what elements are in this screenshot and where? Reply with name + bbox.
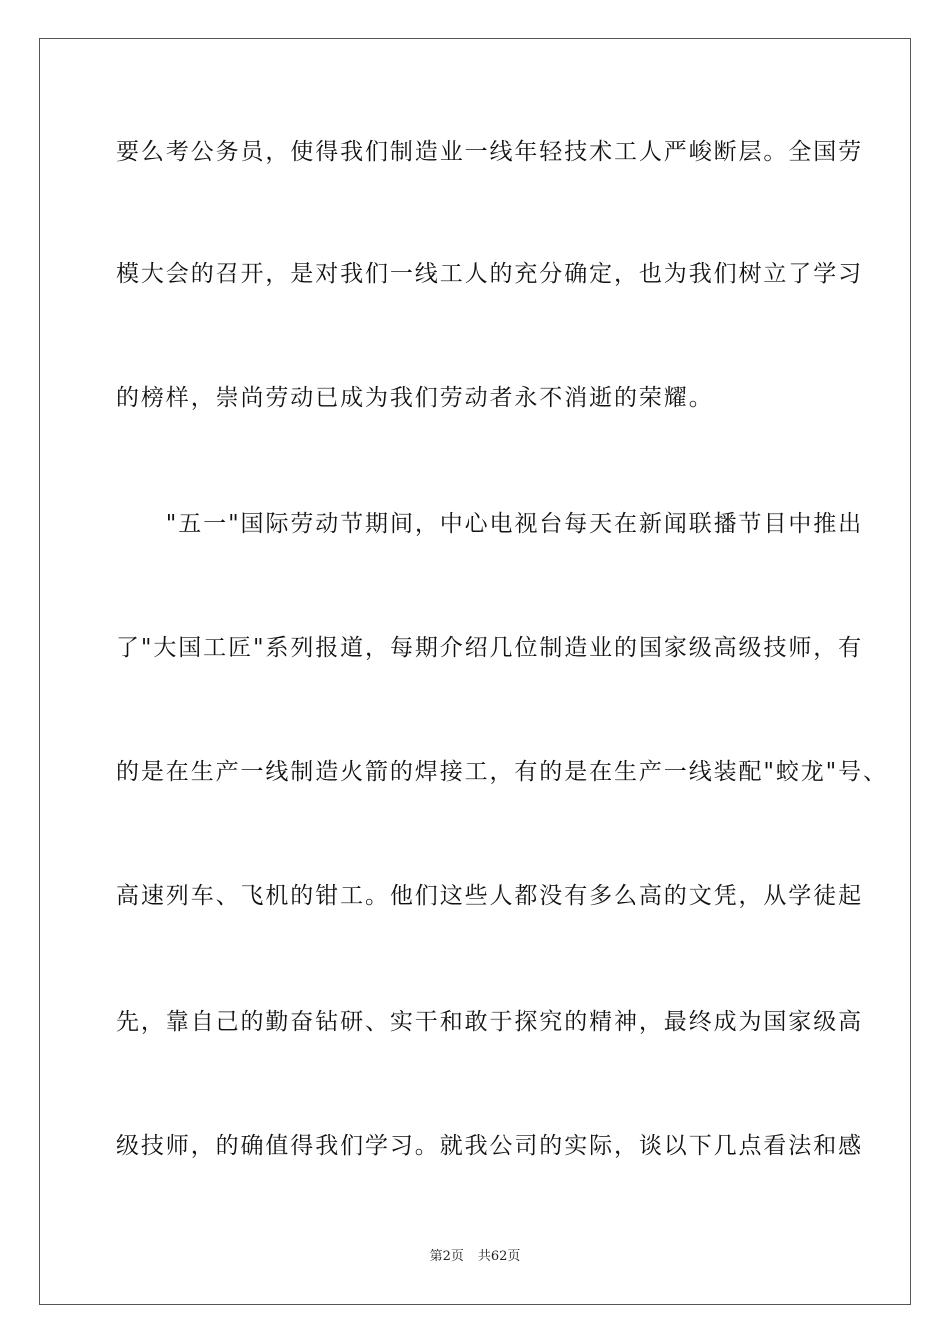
- body-text-line-8: 先，靠自己的勤奋钻研、实干和敢于探究的精神，最终成为国家级高: [116, 1009, 863, 1035]
- page-number: 第2页: [429, 1249, 464, 1264]
- page-border: [39, 38, 911, 1305]
- body-text-line-7: 高速列车、飞机的钳工。他们这些人都没有多么高的文凭，从学徒起: [116, 883, 863, 909]
- body-text-line-9: 级技师，的确值得我们学习。就我公司的实际，谈以下几点看法和感: [116, 1133, 863, 1159]
- body-text-line-3: 的榜样，崇尚劳动已成为我们劳动者永不消逝的荣耀。: [116, 385, 714, 411]
- page-total: 共62页: [477, 1249, 521, 1264]
- body-text-line-5: 了"大国工匠"系列报道，每期介绍几位制造业的国家级高级技师，有: [116, 635, 864, 661]
- page-footer: [0, 1248, 950, 1266]
- body-text-line-4: "五一"国际劳动节期间，中心电视台每天在新闻联播节目中推出: [116, 511, 864, 537]
- body-text-line-2: 模大会的召开，是对我们一线工人的充分确定，也为我们树立了学习: [116, 261, 863, 287]
- body-text-line-6: 的是在生产一线制造火箭的焊接工，有的是在生产一线装配"蛟龙"号、: [116, 759, 888, 785]
- body-text-line-1: 要么考公务员，使得我们制造业一线年轻技术工人严峻断层。全国劳: [116, 139, 863, 165]
